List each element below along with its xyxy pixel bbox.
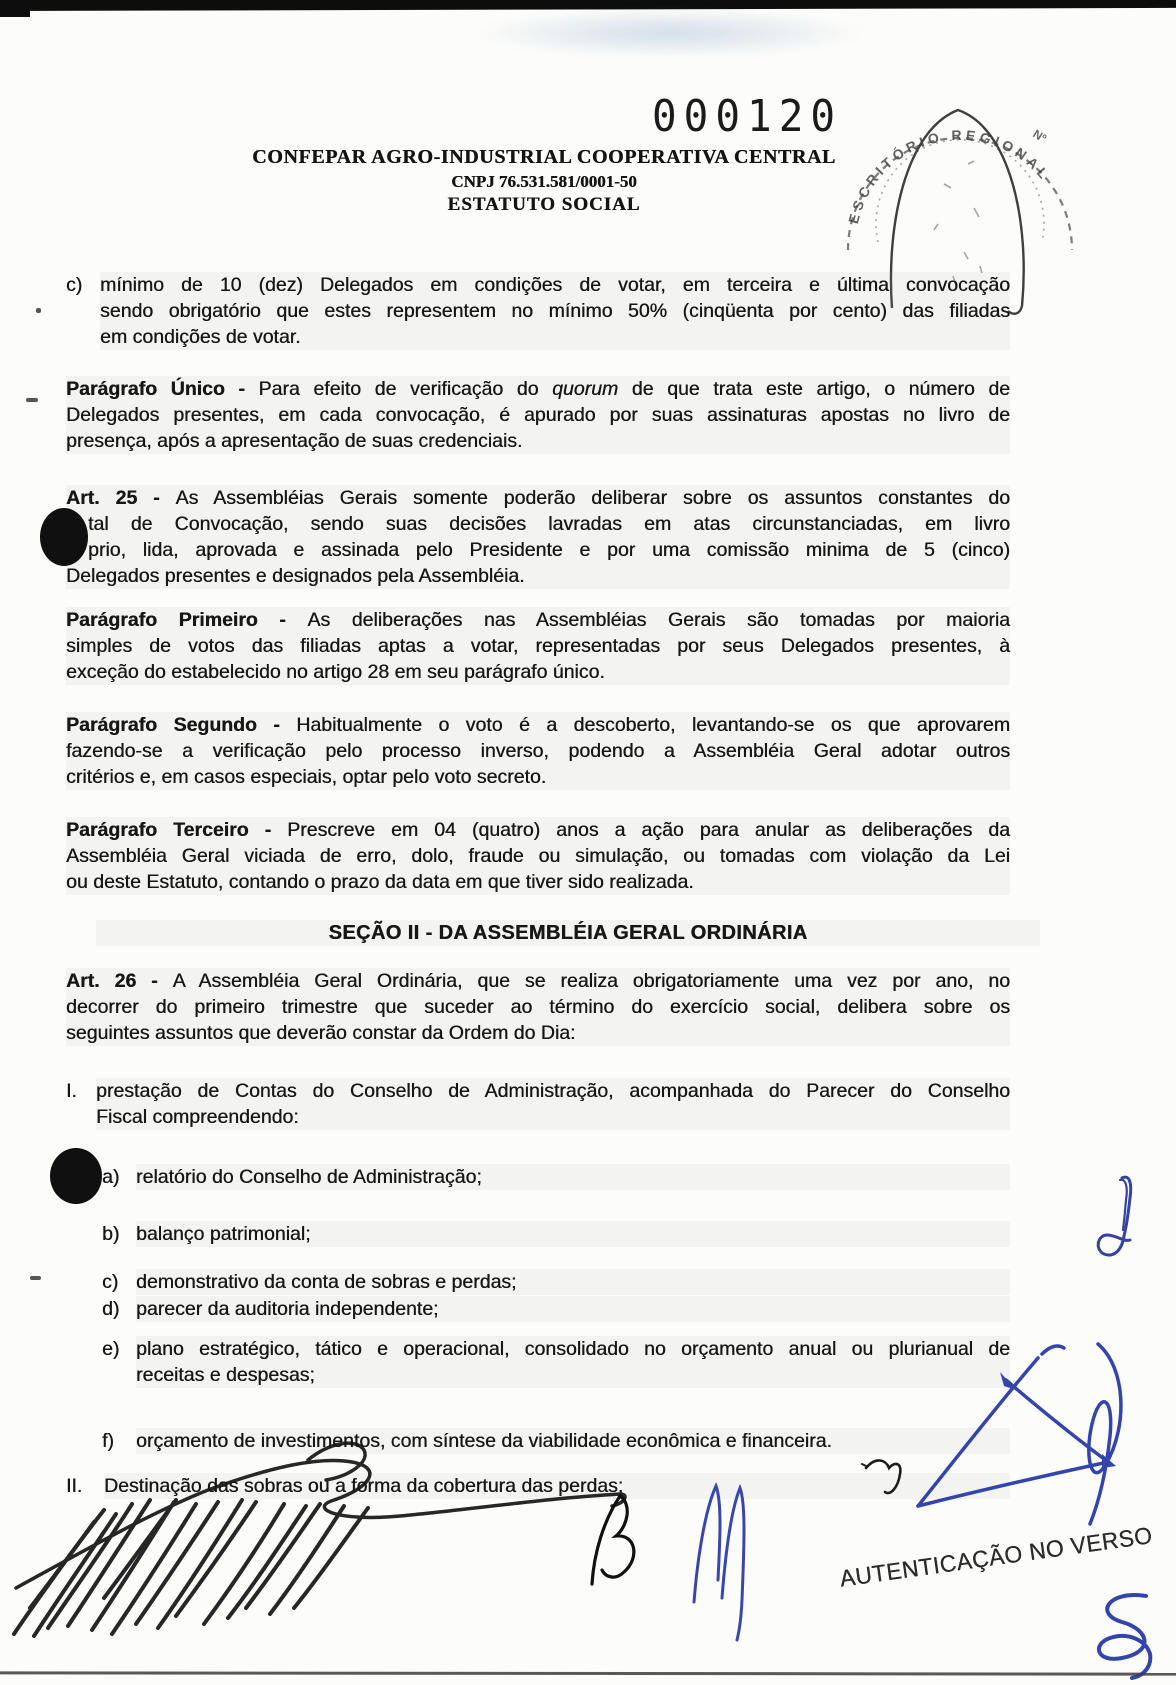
cnpj-line: CNPJ 76.531.581/0001-50 <box>451 172 637 191</box>
verso-stamp-text: AUTENTICAÇÃO NO VERSO <box>838 1522 1154 1592</box>
initials-signature <box>578 1492 648 1592</box>
paragraph-label: Parágrafo Primeiro - <box>66 609 308 631</box>
text-line <box>66 817 1010 843</box>
item-e-marker: e) <box>102 1338 120 1360</box>
text-segment: A Assembléia Geral Ordinária, que se realiza obrigatoriamente uma vez por ano, no <box>172 970 1010 992</box>
list-item: orçamento de investimentos, com síntese da viabilidade econômica e financeira. <box>136 1428 1010 1454</box>
handwritten-scribble <box>8 1438 648 1648</box>
item-c2-marker: c) <box>102 1271 119 1293</box>
item-f-marker: f) <box>102 1430 114 1452</box>
paragraph-label: Parágrafo Terceiro - <box>66 819 288 841</box>
text-line <box>66 968 1010 994</box>
paragraph-item-i <box>96 1078 1010 1130</box>
doc-title: ESTATUTO SOCIAL <box>447 194 641 215</box>
paragraph-segundo <box>66 712 1010 790</box>
text-line: receitas e despesas; <box>136 1362 1010 1388</box>
text-line: simples de votos das filiadas aptas a votar, representadas por seus Delegados presentes, à <box>66 635 1010 657</box>
text-segment: As deliberações nas Assembléias Gerais são tomadas por maioria <box>307 609 1010 631</box>
text-line: presença, após a apresentação de suas credenciais. <box>66 428 1010 454</box>
paragraph-terceiro <box>66 817 1010 895</box>
item-i-marker: I. <box>66 1080 77 1102</box>
text-line <box>66 712 1010 738</box>
margin-dash <box>26 398 38 402</box>
blue-pen-mark <box>688 1480 758 1645</box>
stamp-outer-arc <box>848 138 1072 250</box>
stamp-speckles <box>934 161 982 285</box>
text-line: sendo obrigatório que estes representem no mínimo 50% (cinqüenta por cento) das filiadas <box>100 300 1010 322</box>
paragraph-label: Parágrafo Único - <box>66 378 259 400</box>
item-c-marker: c) <box>66 274 83 296</box>
text-line: Delegados presentes, em cada convocação, é apurado por suas assinaturas apostas no livro de <box>66 404 1010 426</box>
item-a-marker: a) <box>102 1166 120 1188</box>
text-line: plano estratégico, tático e operacional, consolidado no orçamento anual ou plurianual de <box>136 1338 1010 1360</box>
item-d-marker: d) <box>102 1298 120 1320</box>
scan-blue-smudge <box>470 8 870 58</box>
blue-flourish <box>1086 1588 1166 1683</box>
paragraph-item-c <box>100 272 1010 350</box>
paragraph-label: Parágrafo Segundo - <box>66 714 297 736</box>
paragraph-art-26 <box>66 968 1010 1046</box>
scan-edge-notch <box>0 0 30 17</box>
margin-dash <box>30 1276 41 1280</box>
scan-edge-line-bottom <box>0 1671 1176 1675</box>
blue-pen-j-mark <box>1092 1172 1147 1267</box>
text-line: Assembléia Geral viciada de erro, dolo, fraude ou simulação, ou tomadas com violação da Lei <box>66 845 1010 867</box>
text-segment: Habitualmente o voto é a descoberto, levantando-se os que aprovarem <box>296 714 1010 736</box>
text-line: tal de Convocação, sendo suas decisões lavradas em atas circunstanciadas, em livro <box>66 511 1010 537</box>
text-segment: Prescreve em 04 (quatro) anos a ação para anular as deliberações da <box>287 819 1010 841</box>
paragraph-primeiro <box>66 607 1010 685</box>
text-line: seguintes assuntos que deverão constar da Ordem do Dia: <box>66 1020 1010 1046</box>
text-segment: de que trata este artigo, o número de <box>618 378 1011 400</box>
letterhead <box>174 146 914 216</box>
list-item: demonstrativo da conta de sobras e perdas; <box>136 1269 1010 1295</box>
doc-number: 000120 <box>652 90 843 142</box>
text-line: Delegados presentes e designados pela Assembléia. <box>66 563 1010 589</box>
paragraph-item-ii: Destinação das sobras ou a forma da cobertura das perdas; <box>104 1473 1010 1499</box>
text-segment: As Assembléias Gerais somente poderão deliberar sobre os assuntos constantes do <box>175 487 1010 509</box>
ink-blob <box>40 508 88 566</box>
list-item: parecer da auditoria independente; <box>136 1296 1010 1322</box>
article-label: Art. 26 - <box>66 970 173 992</box>
paragraph-art-25 <box>66 485 1010 589</box>
text-segment-italic: quorum <box>552 378 619 400</box>
text-line: prio, lida, aprovada e assinada pelo Presidente e por uma comissão minima de 5 (cinco) <box>66 537 1010 563</box>
list-item <box>136 1336 1010 1388</box>
text-line: exceção do estabelecido no artigo 28 em seu parágrafo único. <box>66 659 1010 685</box>
text-line: fazendo-se a verificação pelo processo inverso, podendo a Assembléia Geral adotar outros <box>66 740 1010 762</box>
text-line: prestação de Contas do Conselho de Administração, acompanhada do Parecer do Conselho <box>96 1080 1010 1102</box>
text-line: em condições de votar. <box>100 324 1010 350</box>
text-line <box>66 485 1010 511</box>
text-segment: Para efeito de verificação do <box>258 378 553 400</box>
item-ii-marker: II. <box>66 1475 83 1497</box>
ink-blob <box>50 1148 102 1204</box>
text-line: decorrer do primeiro trimestre que suceder ao término do exercício social, delibera sobre os <box>66 996 1010 1018</box>
text-line <box>66 376 1010 402</box>
text-line: ou deste Estatuto, contando o prazo da data em que tiver sido realizada. <box>66 869 1010 895</box>
text-line <box>66 607 1010 633</box>
margin-dot <box>36 308 41 313</box>
paragraph-unico <box>66 376 1010 454</box>
text-line: Fiscal compreendendo: <box>96 1104 1010 1130</box>
article-label: Art. 25 - <box>66 487 176 509</box>
list-item: relatório do Conselho de Administração; <box>136 1164 1010 1190</box>
stamp-arc-text: ESCRITÓRIO REGIONAL <box>845 126 1055 226</box>
org-name: CONFEPAR AGRO-INDUSTRIAL COOPERATIVA CENTRAL <box>252 146 836 168</box>
text-line: mínimo de 10 (dez) Delegados em condições de votar, em terceira e última convocação <box>100 274 1010 296</box>
list-item: balanço patrimonial; <box>136 1221 1010 1247</box>
section-heading: SEÇÃO II - DA ASSEMBLÉIA GERAL ORDINÁRIA <box>96 920 1040 946</box>
stamp-number-label: Nº <box>1030 126 1049 146</box>
item-b-marker: b) <box>102 1223 120 1245</box>
text-line: critérios e, em casos especiais, optar pelo voto secreto. <box>66 764 1010 790</box>
